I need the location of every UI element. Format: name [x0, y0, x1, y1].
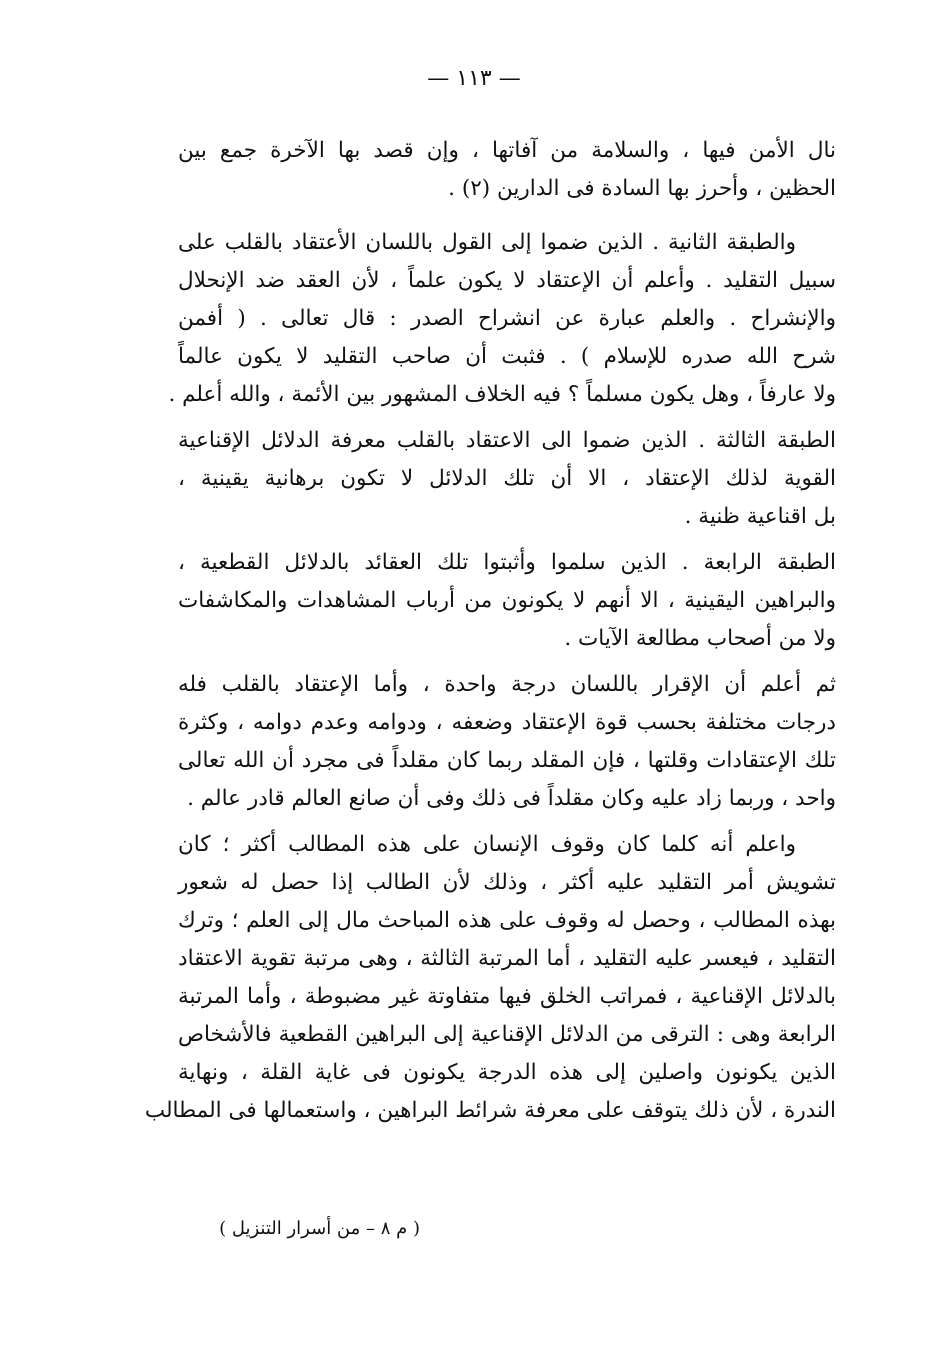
text-line: نال الأمن فيها ، والسلامة من آفاتها ، وإن قصد بها الآخرة جمع بين [178, 138, 836, 163]
text-line: واعلم أنه كلما كان وقوف الإنسان على هذه المطالب أكثر ؛ كان [178, 832, 796, 857]
text-line: بهذه المطالب ، وحصل له وقوف على هذه المباحث مال إلى العلم ؛ وترك [178, 908, 836, 933]
text-line: درجات مختلفة بحسب قوة الإعتقاد وضعفه ، ودوامه وعدم دوامه ، وكثرة [178, 710, 836, 735]
paragraph [168, 224, 836, 414]
text-line: الطبقة الرابعة . الذين سلموا وأثبتوا تلك العقائد بالدلائل القطعية ، [178, 550, 836, 575]
text-line: الطبقة الثالثة . الذين ضموا الى الاعتقاد بالقلب معرفة الدلائل الإقناعية [178, 428, 836, 453]
text-line: القوية لذلك الإعتقاد ، الا أن تلك الدلائل لا تكون برهانية يقينية ، [178, 466, 836, 491]
text-line: الندرة ، لأن ذلك يتوقف على معرفة شرائط البراهين ، واستعمالها فى المطالب [144, 1098, 836, 1123]
paragraph [178, 666, 836, 818]
text-line: سبيل التقليد . وأعلم أن الإعتقاد لا يكون علماً ، لأن العقد ضد الإنحلال [178, 268, 836, 293]
page-number: — ١١٣ — [427, 66, 521, 91]
footer-signature: ( م ٨ – من أسرار التنزيل ) [219, 1218, 420, 1239]
text-line: والإنشراح . والعلم عبارة عن انشراح الصدر : قال تعالى . ( أفمن [178, 306, 836, 331]
text-line: والبراهين اليقينية ، الا أنهم لا يكونون من أرباب المشاهدات والمكاشفات [178, 588, 836, 613]
text-line: الرابعة وهى : الترقى من الدلائل الإقناعية إلى البراهين القطعية فالأشخاص [178, 1022, 836, 1047]
text-line: تلك الإعتقادات وقلتها ، فإن المقلد ربما كان مقلداً فى مجرد أن الله تعالى [178, 748, 836, 773]
text-line: الحظين ، وأحرز بها السادة فى الدارين (٢) . [448, 176, 836, 201]
paragraph [178, 544, 836, 658]
paragraph [178, 132, 836, 208]
text-line: ولا من أصحاب مطالعة الآيات . [564, 626, 836, 651]
text-line: ولا عارفاً ، وهل يكون مسلماً ؟ فيه الخلاف المشهور بين الأئمة ، والله أعلم . [168, 382, 836, 407]
paragraph [144, 826, 836, 1130]
text-line: واحد ، وربما زاد عليه وكان مقلداً فى ذلك وفى أن صانع العالم قادر عالم . [187, 786, 836, 811]
text-line: بالدلائل الإقناعية ، فمراتب الخلق فيها متفاوتة غير مضبوطة ، وأما المرتبة [178, 984, 836, 1009]
paragraph [178, 422, 836, 536]
text-line: شرح الله صدره للإسلام ) . فثبت أن صاحب التقليد لا يكون عالماً [178, 344, 836, 369]
text-line: والطبقة الثانية . الذين ضموا إلى القول باللسان الأعتقاد بالقلب على [178, 230, 796, 255]
text-line: ثم أعلم أن الإقرار باللسان درجة واحدة ، وأما الإعتقاد بالقلب فله [178, 672, 836, 697]
text-line: الذين يكونون واصلين إلى هذه الدرجة يكونون فى غاية القلة ، ونهاية [178, 1060, 836, 1085]
body-text [144, 132, 836, 1130]
text-line: تشويش أمر التقليد عليه أكثر ، وذلك لأن الطالب إذا حصل له شعور [178, 870, 836, 895]
text-line: التقليد ، فيعسر عليه التقليد ، أما المرتبة الثالثة ، وهى مرتبة تقوية الاعتقاد [178, 946, 836, 971]
text-line: بل اقناعية ظنية . [684, 504, 836, 529]
